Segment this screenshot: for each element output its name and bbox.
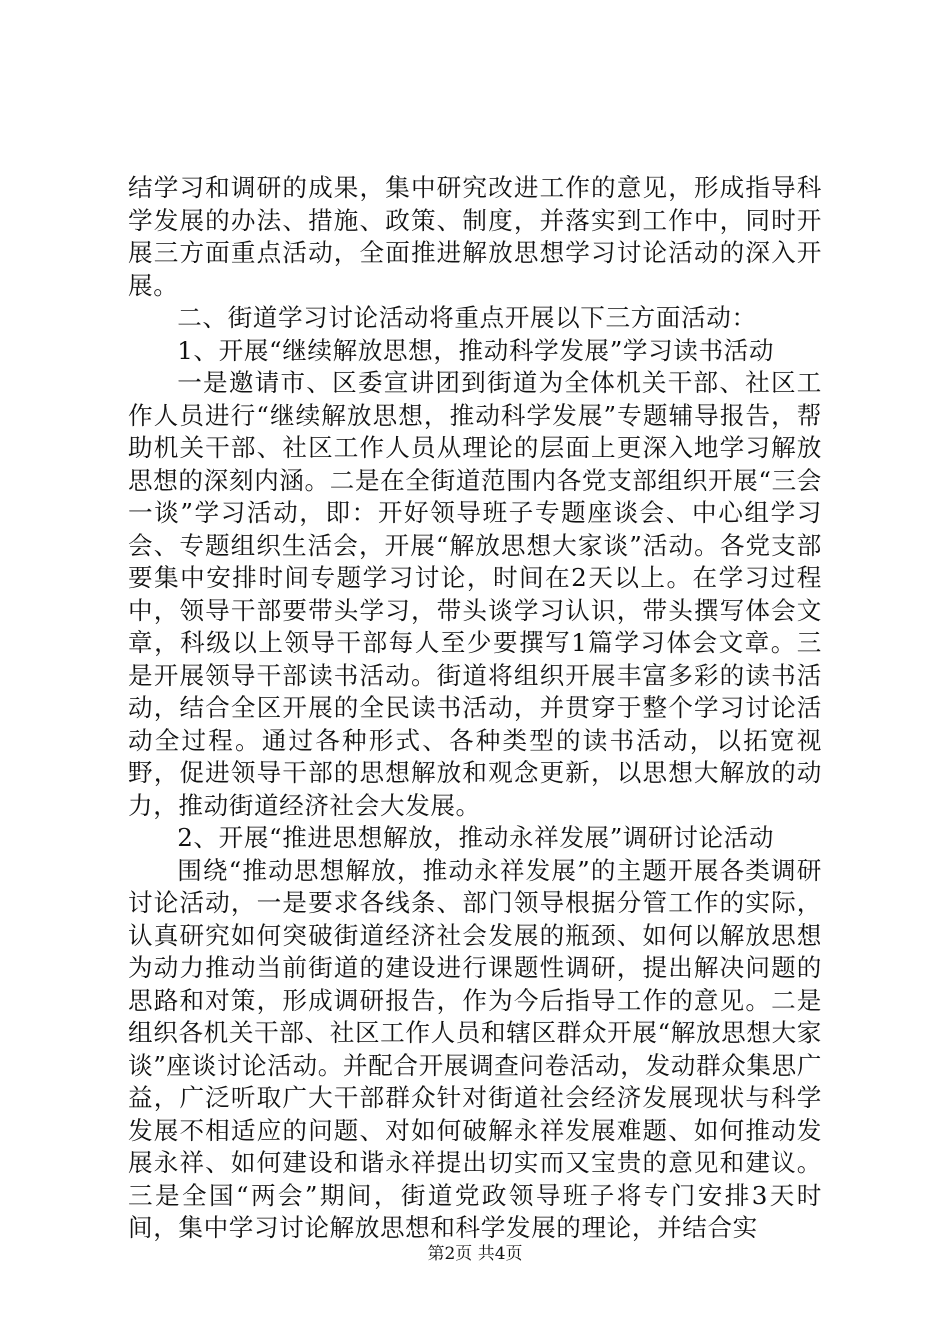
paragraph-research-activity: 围绕“推动思想解放，推动永祥发展”的主题开展各类调研讨论活动，一是要求各线条、部门领导根据分管工作的实际，认真研究如何突破街道经济社会发展的瓶颈、如何以解放思想为动力推动当前街道的建设进行课题性调研，提出解决问题的思路和对策，形成调研报告，作为今后指导工作的意见。二是组织各机关干部、社区工作人员和辖区群众开展“解放思想大家谈”座谈讨论活动。并配合开展调查问卷活动，发动群众集思广益，广泛听取广大干部群众针对街道社会经济发展现状与科学发展不相适应的问题、对如何破解永祥发展难题、如何推动发展永祥、如何建设和谐永祥提出切实而又宝贵的意见和建议。三是全国“两会”期间，街道党政领导班子将专门安排3天时间，集中学习讨论解放思想和科学发展的理论，并结合实 <box>128 855 822 1242</box>
paragraph-continuation: 结学习和调研的成果，集中研究改进工作的意见，形成指导科学发展的办法、措施、政策、制度，并落实到工作中，同时开展三方面重点活动，全面推进解放思想学习讨论活动的深入开展。 <box>128 173 822 300</box>
page-number-footer: 第2页 共4页 <box>427 1244 523 1264</box>
subsection-heading-1: 1、开展“继续解放思想，推动科学发展”学习读书活动 <box>177 335 775 365</box>
document-body <box>128 172 822 1245</box>
subsection-heading-2: 2、开展“推进思想解放，推动永祥发展”调研讨论活动 <box>177 823 775 852</box>
section-heading: 二、街道学习讨论活动将重点开展以下三方面活动： <box>177 303 757 332</box>
paragraph-reading-activity: 一是邀请市、区委宣讲团到街道为全体机关干部、社区工作人员进行“继续解放思想，推动科学发展”专题辅导报告，帮助机关干部、社区工作人员从理论的层面上更深入地学习解放思想的深刻内涵。二是在全街道范围内各党支部组织开展“三会一谈”学习活动，即：开好领导班子专题座谈会、中心组学习会、专题组织生活会，开展“解放思想大家谈”活动。各党支部要集中安排时间专题学习讨论，时间在2天以上。在学习过程中，领导干部要带头学习，带头谈学习认识，带头撰写体会文章，科级以上领导干部每人至少要撰写1篇学习体会文章。三是开展领导干部读书活动。街道将组织开展丰富多彩的读书活动，结合全区开展的全民读书活动，并贯穿于整个学习讨论活动全过程。通过各种形式、各种类型的读书活动，以拓宽视野，促进领导干部的思想解放和观念更新，以思想大解放的动力，推动街道经济社会大发展。 <box>128 368 822 820</box>
